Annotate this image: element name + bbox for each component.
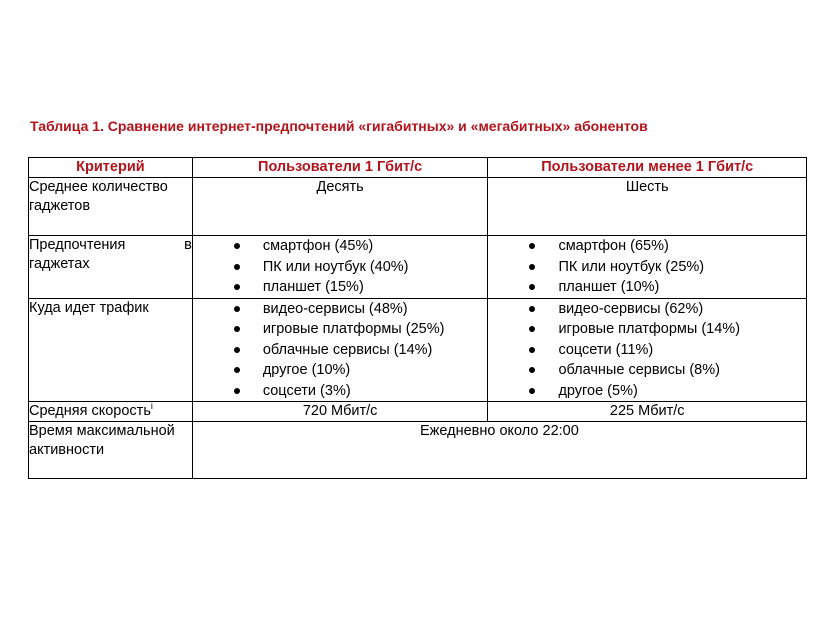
row-label-word: гаджетах [29, 256, 90, 272]
list-item: планшет (10%) [488, 277, 806, 298]
megabit-traffic-list [488, 299, 806, 402]
list-item: другое (10%) [193, 360, 488, 381]
cell-peak-time: Ежедневно около 22:00 [192, 422, 806, 479]
table-row [29, 422, 807, 479]
list-item: ПК или ноутбук (25%) [488, 257, 806, 278]
gigabit-prefs-list [193, 236, 488, 298]
header-criterion: Критерий [29, 158, 193, 178]
table-row [29, 178, 807, 236]
list-item: смартфон (65%) [488, 236, 806, 257]
row-label-speed [29, 402, 193, 422]
list-item: другое (5%) [488, 381, 806, 402]
list-item: облачные сервисы (8%) [488, 360, 806, 381]
row-label-text: Среднее количество гаджетов [29, 179, 168, 214]
list-item: ПК или ноутбук (40%) [193, 257, 488, 278]
list-item: игровые платформы (14%) [488, 319, 806, 340]
megabit-prefs-list [488, 236, 806, 298]
table-row [29, 236, 807, 299]
header-gigabit-users: Пользователи 1 Гбит/с [192, 158, 488, 178]
row-label-word: в [184, 237, 192, 253]
cell-gigabit-gadgets: Десять [192, 178, 488, 236]
row-label-peak: Время максимальной активности [29, 422, 193, 479]
list-item: соцсети (11%) [488, 340, 806, 361]
list-item: игровые платформы (25%) [193, 319, 488, 340]
list-item: видео-сервисы (48%) [193, 299, 488, 320]
table-header-row [29, 158, 807, 178]
cell-megabit-speed: 225 Мбит/с [488, 402, 807, 422]
cell-megabit-prefs [488, 236, 807, 299]
list-item: видео-сервисы (62%) [488, 299, 806, 320]
cell-gigabit-prefs [192, 236, 488, 299]
table-row [29, 298, 807, 402]
table-row [29, 402, 807, 422]
cell-megabit-traffic [488, 298, 807, 402]
row-label-gadgets [29, 178, 193, 236]
list-item: облачные сервисы (14%) [193, 340, 488, 361]
list-item: смартфон (45%) [193, 236, 488, 257]
footnote-marker: i [150, 401, 153, 411]
cell-gigabit-traffic [192, 298, 488, 402]
list-item: соцсети (3%) [193, 381, 488, 402]
gigabit-traffic-list [193, 299, 488, 402]
header-megabit-users: Пользователи менее 1 Гбит/с [488, 158, 807, 178]
cell-megabit-gadgets: Шесть [488, 178, 807, 236]
list-item: планшет (15%) [193, 277, 488, 298]
table-caption: Таблица 1. Сравнение интернет-предпочтений «гигабитных» и «мегабитных» абонентов [30, 118, 648, 134]
speed-label: Средняя скорость [29, 403, 151, 419]
row-label-prefs [29, 236, 193, 299]
row-label-word: Предпочтения [29, 237, 126, 253]
row-label-traffic: Куда идет трафик [29, 298, 193, 402]
cell-gigabit-speed: 720 Мбит/с [192, 402, 488, 422]
comparison-table [28, 157, 807, 479]
